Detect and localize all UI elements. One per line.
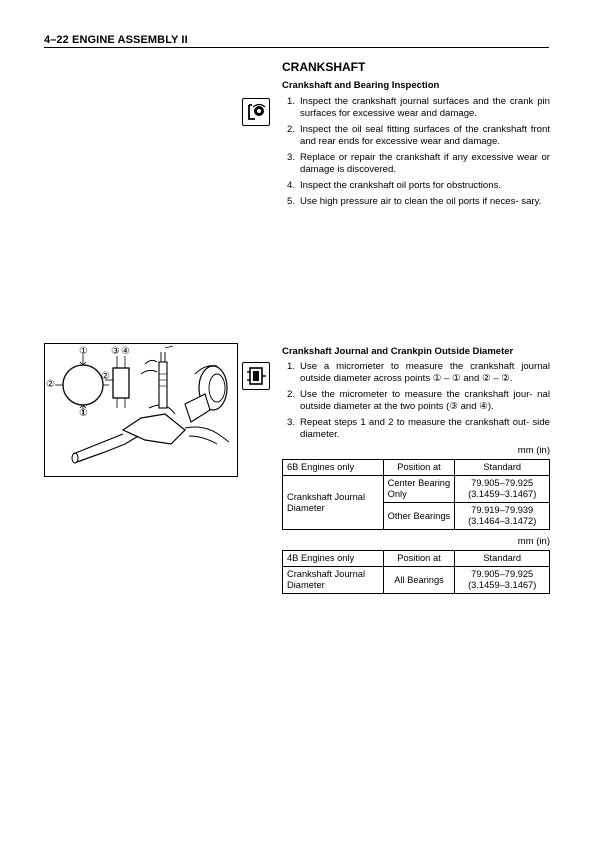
- section-title: CRANKSHAFT: [282, 60, 366, 74]
- table-header: Position at: [383, 460, 455, 476]
- inspection-title: Crankshaft and Bearing Inspection: [282, 80, 440, 91]
- label-point-4: ④: [121, 346, 130, 357]
- table-cell-item: Crankshaft Journal Diameter: [283, 567, 384, 594]
- table-header: Standard: [455, 551, 550, 567]
- table-cell-position: Other Bearings: [383, 503, 455, 530]
- inspection-steps: [282, 96, 550, 212]
- page-header: 4–22 ENGINE ASSEMBLY II: [44, 34, 188, 46]
- label-point-3: ③: [111, 346, 120, 357]
- label-point-1-top: ①: [79, 346, 88, 357]
- measurement-title: Crankshaft Journal and Crankpin Outside Diameter: [282, 346, 514, 357]
- table-6b: [282, 459, 550, 530]
- table-header: 4B Engines only: [283, 551, 384, 567]
- crankshaft-measurement-figure: [44, 343, 238, 477]
- table-cell-position: All Bearings: [383, 567, 455, 594]
- list-item: 3. Repeat steps 1 and 2 to measure the crankshaft out- side diameter.: [287, 417, 550, 440]
- table-cell-standard: 79.919–79.939 (3.1464–3.1472): [455, 503, 550, 530]
- table-row: [283, 476, 550, 503]
- list-item: 2. Inspect the oil seal fitting surfaces of the crankshaft front and rear ends for excessive wear and damage.: [287, 124, 550, 147]
- table-row: [283, 551, 550, 567]
- table-row: [283, 460, 550, 476]
- list-item: 4. Inspect the crankshaft oil ports for obstructions.: [287, 180, 502, 191]
- crankshaft-illustration: [45, 344, 237, 476]
- table-cell-position: Center Bearing Only: [383, 476, 455, 503]
- table-header: Position at: [383, 551, 455, 567]
- label-point-2-right: ②: [101, 371, 110, 382]
- measurement-steps: [282, 361, 550, 445]
- table-header: Standard: [455, 460, 550, 476]
- label-point-1-bottom: ①: [79, 408, 88, 419]
- table-4b-unit: mm (in): [517, 536, 550, 547]
- list-item: 5. Use high pressure air to clean the oil ports if neces- sary.: [287, 196, 542, 207]
- table-cell-item: Crankshaft Journal Diameter: [283, 476, 384, 530]
- inspect-eye-icon: [242, 98, 270, 126]
- table-header: 6B Engines only: [283, 460, 384, 476]
- list-item: 1. Inspect the crankshaft journal surfaces and the crank pin surfaces for excessive wear and damage.: [287, 96, 550, 119]
- list-item: 1. Use a micrometer to measure the crankshaft journal outside diameter across points ① – ① and ② – ②.: [287, 361, 550, 384]
- label-point-2-left: ②: [46, 379, 55, 390]
- table-4b: [282, 550, 550, 594]
- table-cell-standard: 79.905–79.925 (3.1459–3.1467): [455, 476, 550, 503]
- header-rule: [44, 47, 549, 48]
- list-item: 2. Use the micrometer to measure the crankshaft jour- nal outside diameter at the two points (③ and ④).: [287, 389, 550, 412]
- table-cell-standard: 79.905–79.925 (3.1459–3.1467): [455, 567, 550, 594]
- micrometer-icon: [242, 362, 270, 390]
- table-row: [283, 567, 550, 594]
- table-6b-unit: mm (in): [517, 445, 550, 456]
- list-item: 3. Replace or repair the crankshaft if any excessive wear or damage is discovered.: [287, 152, 550, 175]
